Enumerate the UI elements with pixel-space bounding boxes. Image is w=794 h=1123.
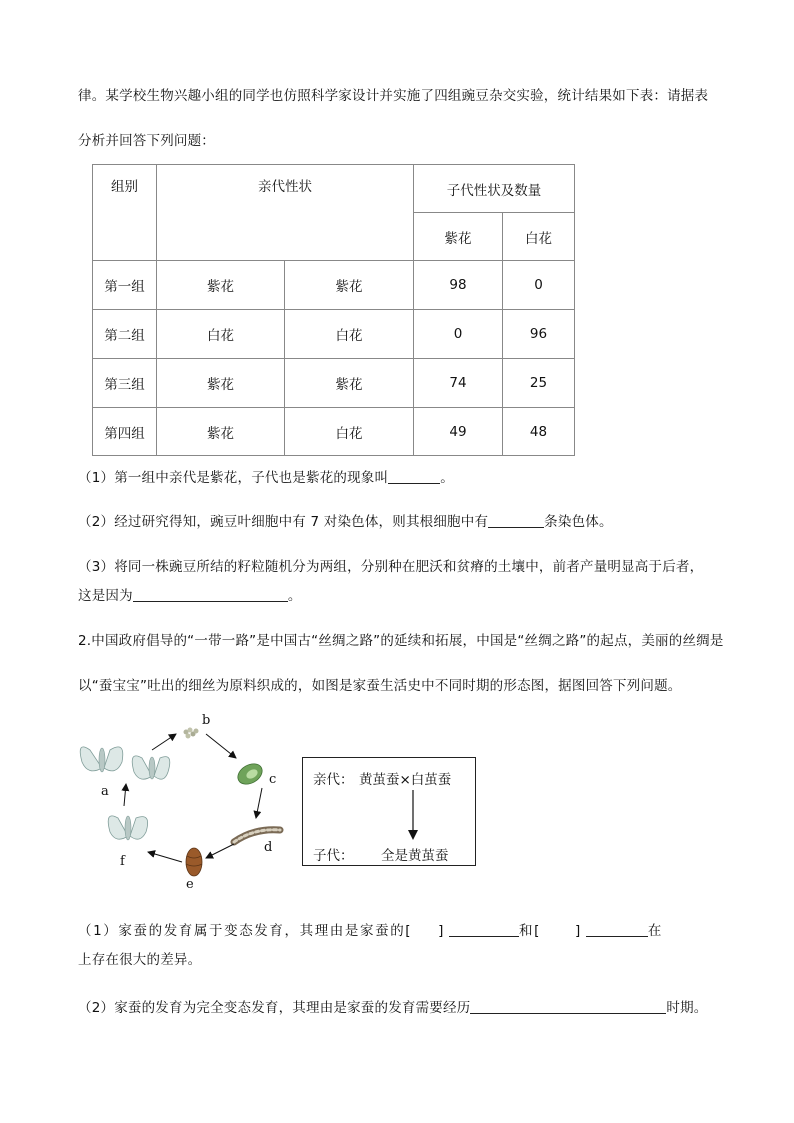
pupa-e-icon	[186, 848, 202, 876]
header-purple: 紫花	[414, 213, 503, 261]
header-white: 白花	[503, 213, 575, 261]
intro-line-2: 分析并回答下列问题：	[78, 133, 215, 149]
header-offspring: 子代性状及数量	[414, 165, 575, 213]
header-parent: 亲代性状	[157, 165, 414, 261]
question-suffix: 时期。	[666, 1000, 708, 1016]
table-row	[93, 310, 575, 359]
question-text: 这是因为	[78, 588, 133, 604]
table-row	[93, 261, 575, 310]
label-e: e	[186, 877, 194, 892]
moth-f-icon	[108, 816, 147, 840]
question-1-3-line-1: （3）将同一株豌豆所结的籽粒随机分为两组，分别种在肥沃和贫瘠的土壤中，前者产量明显高于后者，	[78, 559, 704, 575]
header-group: 组别	[93, 165, 157, 261]
question-text: （2）经过研究得知，豌豆叶细胞中有 7 对染色体，则其根细胞中有	[78, 514, 489, 530]
answer-blank[interactable]	[449, 922, 519, 937]
row-parent-1: 紫花	[157, 261, 285, 310]
silkworm-life-cycle-diagram	[70, 710, 320, 900]
row-name: 第二组	[93, 310, 157, 359]
row-parent-2: 白花	[285, 310, 414, 359]
row-parent-1: 紫花	[157, 359, 285, 408]
eggs-b-icon	[184, 728, 199, 739]
row-purple-count: 74	[414, 359, 503, 408]
arrow-b-to-c	[206, 734, 236, 758]
child-label: 子代：	[313, 848, 354, 864]
question-2-1-line-2: 上存在很大的差异。	[78, 952, 202, 968]
down-arrow-icon	[403, 788, 423, 842]
genetic-cross-box	[302, 757, 476, 866]
row-name: 第一组	[93, 261, 157, 310]
arrow-c-to-d	[256, 788, 262, 818]
question-suffix: 。	[287, 588, 302, 604]
row-white-count: 96	[503, 310, 575, 359]
answer-blank[interactable]	[133, 587, 288, 602]
question-text: 和[	[519, 923, 541, 939]
label-a: a	[101, 784, 109, 799]
question-text: （1）家蚕的发育属于变态发育，其理由是家蚕的[	[78, 923, 413, 939]
row-name: 第三组	[93, 359, 157, 408]
question-text: 在	[647, 923, 663, 939]
label-c: c	[269, 772, 277, 787]
row-parent-2: 白花	[285, 408, 414, 456]
life-cycle-illustration	[70, 710, 320, 900]
question-text: （2）家蚕的发育为完全变态发育，其理由是家蚕的发育需要经历	[78, 1000, 471, 1016]
parent-label: 亲代：	[313, 772, 354, 788]
answer-blank[interactable]	[488, 513, 544, 528]
moth-a-right-icon	[132, 756, 170, 779]
question-text: （1）第一组中亲代是紫花，子代也是紫花的现象叫	[78, 470, 389, 486]
question-2-2	[78, 996, 708, 1016]
problem-2-line-1: 2.中国政府倡导的“一带一路”是中国古“丝绸之路”的延续和拓展，中国是“丝绸之路”的起点，美丽的丝绸是	[78, 633, 724, 649]
parent-value: 黄茧蚕×白茧蚕	[359, 772, 452, 788]
row-purple-count: 0	[414, 310, 503, 359]
table-row	[93, 408, 575, 456]
question-1-1	[78, 466, 454, 486]
row-parent-2: 紫花	[285, 261, 414, 310]
row-name: 第四组	[93, 408, 157, 456]
bracket-close: ]	[438, 923, 446, 939]
question-1-2	[78, 510, 613, 530]
row-parent-2: 紫花	[285, 359, 414, 408]
answer-blank[interactable]	[586, 922, 648, 937]
question-1-3-line-2	[78, 584, 302, 604]
arrow-e-to-f	[148, 852, 182, 862]
arrow-f-to-a	[124, 784, 126, 806]
question-suffix: 。	[440, 470, 454, 486]
larva-d-icon	[234, 830, 280, 842]
row-white-count: 25	[503, 359, 575, 408]
label-d: d	[264, 840, 273, 855]
label-f: f	[120, 854, 125, 869]
row-parent-1: 紫花	[157, 408, 285, 456]
bracket-close: ]	[575, 923, 582, 939]
label-b: b	[202, 713, 211, 728]
answer-blank[interactable]	[470, 999, 666, 1014]
answer-blank[interactable]	[388, 469, 440, 484]
arrow-a-to-b	[152, 734, 176, 750]
moth-a-left-icon	[80, 747, 123, 772]
arrow-d-to-e	[206, 844, 234, 858]
question-suffix: 条染色体。	[544, 514, 613, 530]
child-value: 全是黄茧蚕	[381, 848, 449, 864]
row-purple-count: 49	[414, 408, 503, 456]
question-2-1-line-1	[78, 919, 663, 939]
intro-line-1: 律。某学校生物兴趣小组的同学也仿照科学家设计并实施了四组豌豆杂交实验，统计结果如下表：请据表	[78, 88, 709, 104]
problem-2-line-2: 以“蚕宝宝”吐出的细丝为原料织成的，如图是家蚕生活史中不同时期的形态图，据图回答下列问题。	[78, 678, 682, 694]
row-white-count: 0	[503, 261, 575, 310]
row-parent-1: 白花	[157, 310, 285, 359]
table-row	[93, 359, 575, 408]
larva-c-icon	[234, 760, 266, 789]
row-purple-count: 98	[414, 261, 503, 310]
row-white-count: 48	[503, 408, 575, 456]
cross-results-table	[92, 164, 575, 456]
